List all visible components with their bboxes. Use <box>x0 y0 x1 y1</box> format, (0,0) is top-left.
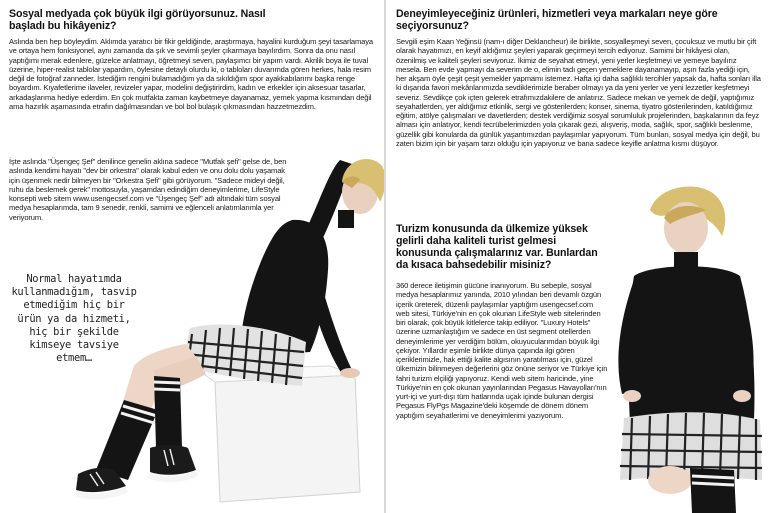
right-body-1: Sevgili eşim Kaan Yeğinsü (nam-ı diğer Deklancheur) ile birlikte, sosyalleşmeyi seven, çocuksuz ve mutlu bir çift olarak hayatımızı, en keyif aldığımız şeyleri yaparak geçirmeyi tercih ediyoruz. Samimi bir hikâyesi olan, özenilmiş ve kaliteli şeyleri seviyoruz. İkimiz de seyahat etmeyi, yeni yerler keşfetmeyi ve yemeye bayılırız mesela. Ben evde yapmayı da severim de o, elimin tadı geçen yemeklere dayanamayıp, aşırı fazla yediği için, her akşam öyle çeşit çeşit yemekler yapmamı istemez. Hafta içi daha sağlıklı tercihler yapsak da, hafta sonları illa ki dışarıda favori mekânlarımızda sevdiklerimizle beraber olmayı ya da yeni yerler ve yeni lezzetler keşfetmeyi severiz. Sevdikçe çok içten gelerek etrafımızdakilere de anlatırız. Sadece mekan ve yemek de değil, yaptığımız seyahatlerden, yer aldığımız etkinlik, sergi ve gösterilerden; konser, sinema, tiyatro gösterilerinden, katıldığımız eğitim, atölye çalışmaları ve davetlerden; destek verdiğimiz sosyal sorumluluk projelerinden, başkalarının da feyz alması için anlatıyor, kendi tecrübelerimizden yola çıkarak gezi, alışveriş, moda, sağlık, spor, sağlıklı beslenme, güzellik gibi konularda da günlük yaşantımızdan paylaşımlar yapıyorum. Tüm bunları, sosyal medya için değil, bu zaten bizim için bir yaşam tarzı olduğu için yapıyoruz ve bana sadece keyifle anlatma kısmı düşüyor. <box>396 37 761 148</box>
left-body <box>9 37 379 111</box>
left-body-continued <box>9 157 291 222</box>
left-paragraph-1: Aslında ben hep böyleydim. Aklımda yaratıcı bir fikir geldiğinde, araştırmaya, hayalini kurduğum şeyi tasarlamaya ve ortaya hem fonksiyonel, aynı zamanda da şık ve sevimli şeyler çıkarmaya bayılırdım. Sonra da onu nasıl yaptığımı merak edenlere, güzelce anlatmayı, öğretmeyi seven, paylaşımcı bir yapım vardı. Akrilik boya ile tuval üzerine, hiper-realist tablolar yapardım, öylesine detaylı olurdu ki, o tabloları duvarımda gören herkes, hala resim değil de fotoğraf zanneder. İstediğim rengini bulamadığım ya da sıkıldığım spor ayakkabılarımı başka renge boyardım. Kıyafetlerime ilaveler, revizeler yapar, modelini değiştirirdim, kadın ve erkekler için aksesuar tasarlar, arkadaşlarıma hediye ederdim. En çok mutfakta zaman kaybetmeye dayanamaz, yemek yapma kısmından değil ama hazırlık aşamasında etrafın dağılmasından ve bol bol bulaşık çıkmasından hazzetmezdim. <box>9 37 373 111</box>
left-page <box>0 0 384 513</box>
pull-quote: Normal hayatımda kullanmadığım, tasvip etmediğim hiç bir ürün ya da hizmeti, hiç bir şekilde kimseye tavsiye etmem… <box>11 273 137 365</box>
right-page <box>386 0 770 513</box>
left-heading: Sosyal medyada çok büyük ilgi görüyorsunuz. Nasıl başladı bu hikâyeniz? <box>9 8 266 32</box>
left-paragraph-2: İşte aslında "Üşengeç Şef" denilince genelin aklına sadece "Mutfak şefi" gelse de, ben aslında kendimi hayatı "dev bir orkestra" olarak kabul eden ve onu dolu dolu yaşamak için üşenmek nedir bilmeyen bir "Orkestra Şefi" gibi görüyorum. "Sadece mideyi değil, ruhu da beslemek gerek" mottosuyla, yaşamdan edindiğim deneyimlerime, LifeStyle konsepti web sitem www.usengecsef.com ve "Üşengeç Şef" adı altındaki tüm sosyal medya hesaplarımda, tam 9 senedir, renkli, samimi ve eğlenceli anlatımlarımla yer veriyorum. <box>9 157 287 222</box>
right-body-2: 360 derece iletişimin gücüne inanıyorum. Bu sebeple, sosyal medya hesaplarımız yanında, 2010 yılından beri devamlı özgün içerik üreterek, düzenli paylaşımlar yaptığım usengecsef.com web sitesi, Türkiye'nin en çok okunan LifeStyle web sitelerinden biri olarak, çok büyük kitlelerce takip ediliyor. "Luxury Hotels" üzerine uzmanlaştığım ve sadece en üst segment otellerden deneyimlerime yer verdiğim bölüm, okuyucularımdan büyük ilgi çekiyor. Yıllardır eşimle birlikte dünya çapında ilgi gören içeriklerimizle, hak ettiği kalite algısının yaratılması için, güzel ülkemizin bilinmeyen değerlerini göz önüne seriyor ve Türkiye için fahri turizm elçiliği yapıyoruz. Kendi web sitem haricinde, yine Türkiye'nin en çok okunan yayınlarından Pegasus Havayolları'nın yurt-içi ve yurt-dışı tüm hatlarında uçak içinde bulunan dergisi Pegasus FlyPgs Magazine'deki köşemde de dönem dönem yaptığım seyahatlerimi ve deneyimlerimi yazıyorum. <box>396 281 608 420</box>
right-heading-1: Deneyimleyeceğiniz ürünleri, hizmetleri veya markaları neye göre seçiyorsunuz? <box>396 8 718 32</box>
right-heading-2: Turizm konusunda da ülkemize yüksek gelirli daha kaliteli turist gelmesi konusunda çalışmalarınız var. Bunlardan da kısaca bahsedebilir misiniz? <box>396 223 598 271</box>
woman-portrait-photo <box>610 180 770 513</box>
